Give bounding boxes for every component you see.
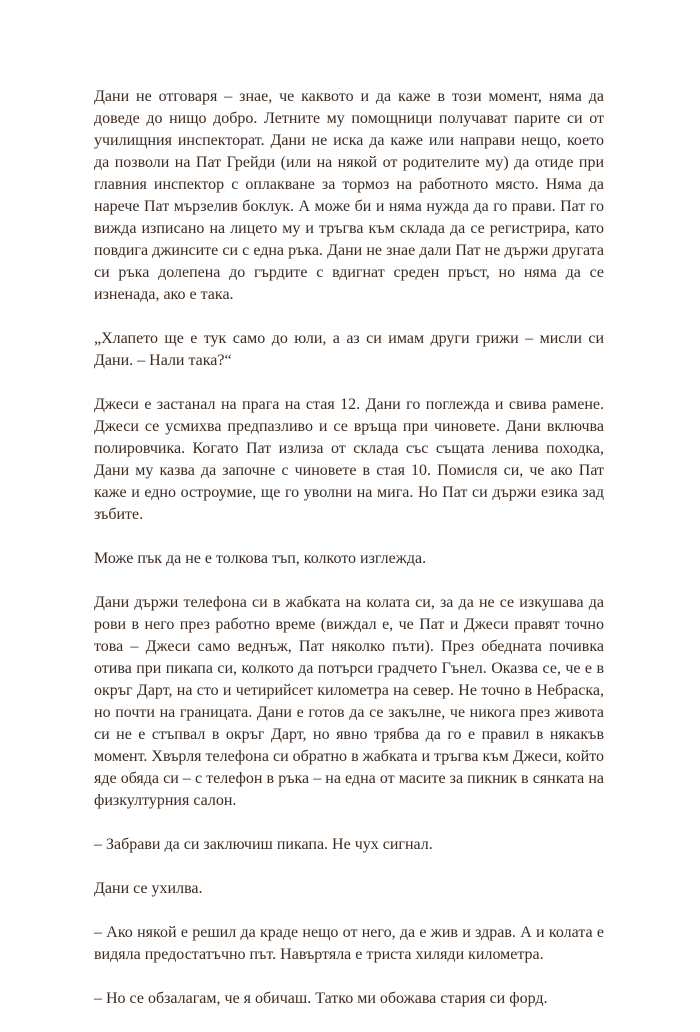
document-body xyxy=(94,86,604,1032)
paragraph: Джеси е застанал на прага на стая 12. Дани го поглежда и свива рамене. Джеси се усмихва предпазливо и се връща при чиновете. Дани включва полировчика. Когато Пат излиза от склада със същата ленива походка, Дани му казва да започне с чиновете в стая 10. Помисля си, че ако Пат каже и едно остроумие, ще го уволни на мига. Но Пат си държи езика зад зъбите. xyxy=(94,396,604,523)
paragraph: Дани не отговаря – знае, че каквото и да каже в този момент, няма да доведе до нищо добро. Летните му помощници получават парите си от училищния инспекторат. Дани не иска да каже или направи нещо, което да позволи на Пат Грейди (или на някой от родителите му) да отиде при главния инспектор с оплакване за тормоз на работното място. Няма да нарече Пат мързелив боклук. А може би и няма нужда да го прави. Пат го вижда изписано на лицето му и тръгва към склада да се регистрира, като повдига джинсите си с една ръка. Дани не знае дали Пат не държи другата си ръка долепена до гърдите с вдигнат среден пръст, но няма да се изненада, ако е така. xyxy=(94,88,604,303)
paragraph: – Забрави да си заключиш пикапа. Не чух сигнал. xyxy=(94,836,433,853)
paragraph: Може пък да не е толкова тъп, колкото изглежда. xyxy=(94,550,427,567)
paragraph: Дани се ухилва. xyxy=(94,880,203,897)
paragraph: „Хлапето ще е тук само до юли, а аз си имам други грижи – мисли си Дани. – Нали така?“ xyxy=(94,330,604,369)
paragraph: – Ако някой е решил да краде нещо от него, да е жив и здрав. А и колата е видяла предостатъчно път. Навъртяла е триста хиляди километра. xyxy=(94,924,604,963)
paragraph: Дани държи телефона си в жабката на колата си, за да не се изкушава да рови в него през работно време (виждал е, че Пат и Джеси правят точно това – Джеси само веднъж, Пат няколко пъти). През обедната почивка отива при пикапа си, колкото да потърси градчето Гънел. Оказва се, че е в окръг Дарт, на сто и четирийсет километра на север. Не точно в Небраска, но почти на границата. Дани е готов да се закълне, че никога през живота си не е стъпвал в окръг Дарт, но явно трябва да го е правил в някакъв момент. Хвърля телефона си обратно в жабката и тръгва към Джеси, който яде обяда си – с телефон в ръка – на една от масите за пикник в сянката на физкултурния салон. xyxy=(94,594,604,809)
paragraph: – Но се обзалагам, че я обичаш. Татко ми обожава стария си форд. xyxy=(94,990,548,1007)
